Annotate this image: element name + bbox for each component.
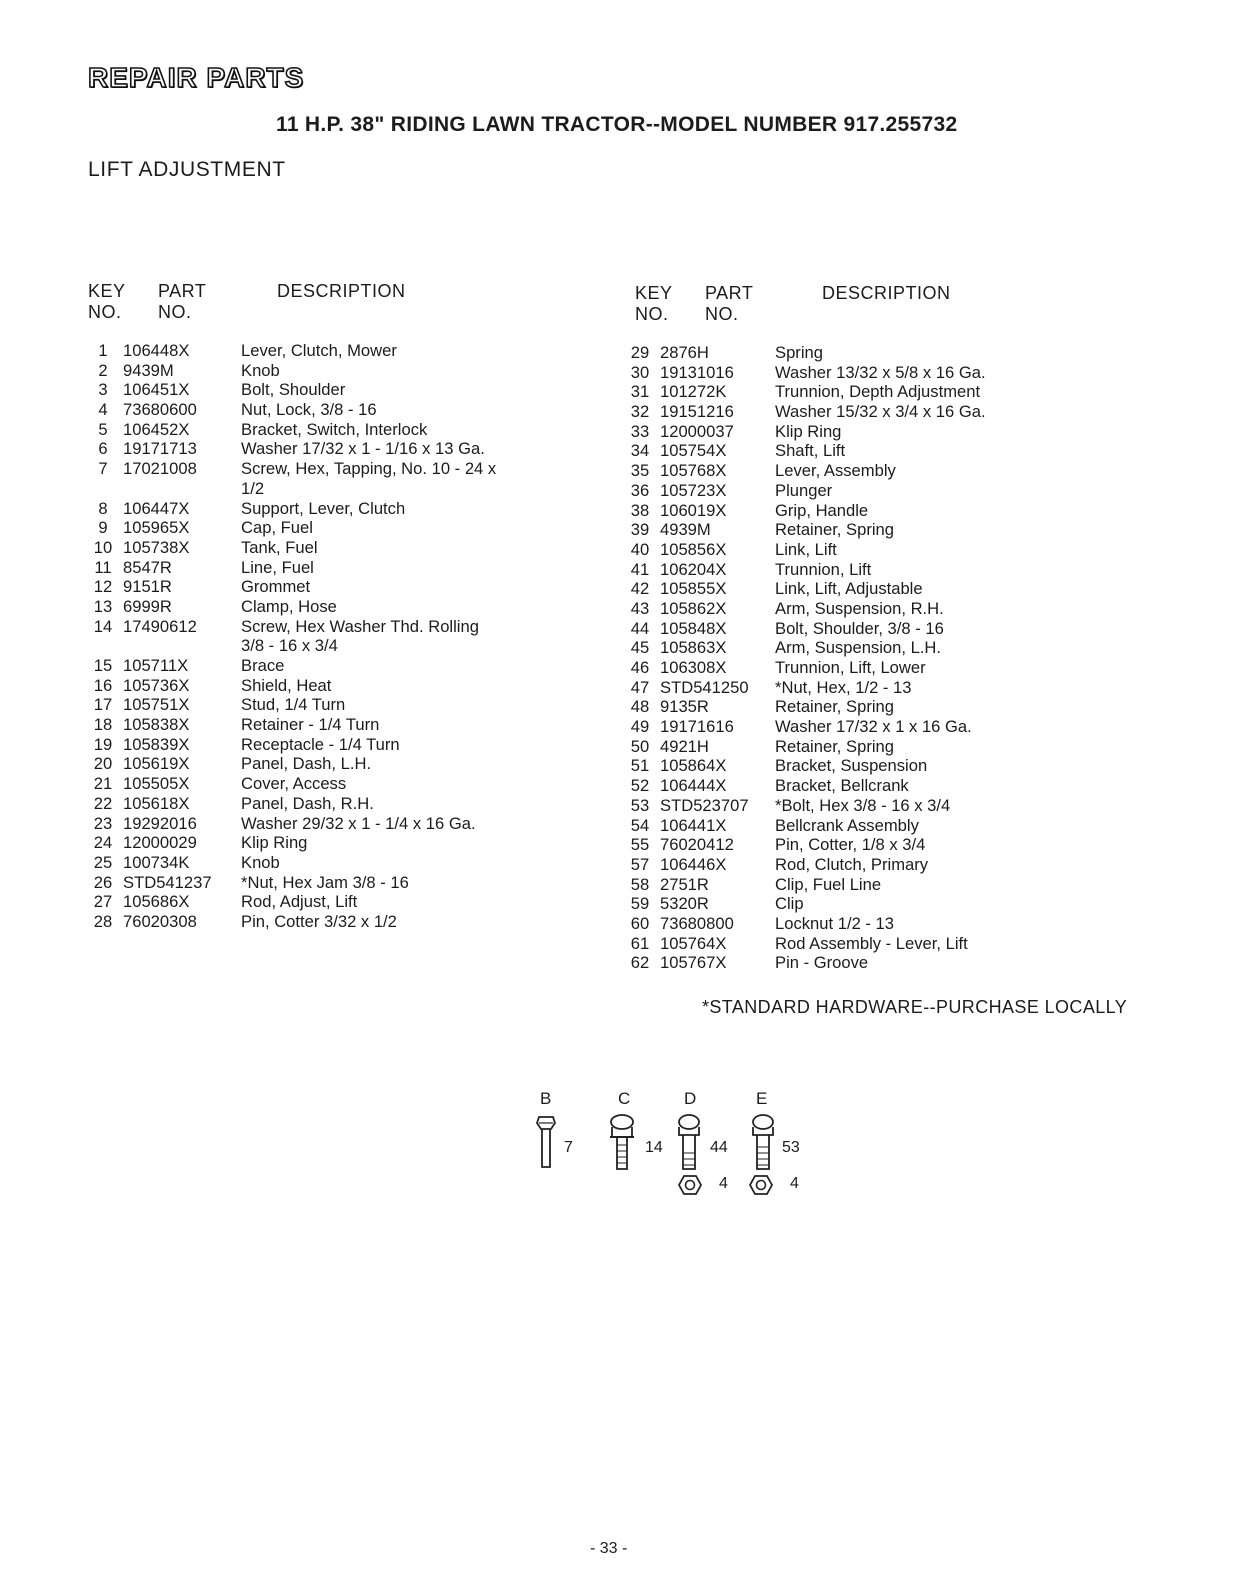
- part-row: [620, 756, 1095, 776]
- key-number: 32: [630, 402, 650, 422]
- right-part-header-bottom: NO.: [705, 304, 739, 324]
- model-line: 11 H.P. 38" RIDING LAWN TRACTOR--MODEL NUMBER 917.255732: [276, 113, 958, 136]
- part-description: Screw, Hex, Tapping, No. 10 - 24 x 1/2: [241, 459, 497, 498]
- part-number: 105505X: [123, 774, 190, 794]
- part-description: Bolt, Shoulder: [241, 380, 346, 400]
- part-description: Knob: [241, 360, 280, 380]
- part-description: Cap, Fuel: [241, 518, 313, 538]
- key-number: 57: [630, 854, 650, 874]
- part-description: Stud, 1/4 Turn: [241, 695, 346, 715]
- part-description: Rod, Adjust, Lift: [241, 892, 358, 912]
- key-number: 31: [630, 382, 650, 402]
- part-number: 105864X: [660, 756, 727, 776]
- part-description: Washer 13/32 x 5/8 x 16 Ga.: [775, 362, 986, 382]
- key-number: 12: [93, 577, 113, 597]
- part-row: [83, 459, 541, 498]
- part-row: [620, 658, 1095, 678]
- part-description: Nut, Lock, 3/8 - 16: [241, 400, 377, 420]
- part-row: [620, 382, 1095, 402]
- bolt-e-icon: [749, 1113, 777, 1171]
- part-description: Lever, Clutch, Mower: [241, 341, 397, 360]
- part-row: [620, 737, 1095, 757]
- key-number: 58: [630, 874, 650, 894]
- part-number: 105856X: [660, 539, 727, 559]
- part-number: 106444X: [660, 776, 727, 796]
- screw-b-icon: [533, 1113, 559, 1169]
- part-number: 105862X: [660, 598, 727, 618]
- part-number: 105764X: [660, 933, 727, 953]
- hardware-key-d: 44: [710, 1139, 728, 1156]
- part-row: [83, 656, 541, 676]
- part-row: [83, 400, 541, 420]
- part-row: [620, 638, 1095, 658]
- key-number: 55: [630, 835, 650, 855]
- part-description: Clip: [775, 894, 804, 914]
- key-number: 50: [630, 736, 650, 756]
- key-number: 14: [93, 616, 113, 636]
- part-row: [620, 343, 1095, 363]
- part-row: [83, 380, 541, 400]
- part-row: [620, 776, 1095, 796]
- part-description: Washer 17/32 x 1 x 16 Ga.: [775, 717, 972, 737]
- part-number: 19151216: [660, 402, 734, 422]
- part-number: 106308X: [660, 658, 727, 677]
- screw-c-icon: [607, 1113, 637, 1171]
- part-description: Rod Assembly - Lever, Lift: [775, 933, 968, 953]
- part-description: Brace: [241, 656, 285, 676]
- part-number: 9151R: [123, 577, 172, 597]
- key-number: 10: [93, 537, 113, 557]
- key-number: 7: [98, 459, 108, 479]
- part-number: 105738X: [123, 537, 190, 557]
- key-number: 28: [93, 911, 113, 931]
- right-parts-list: [620, 343, 1095, 973]
- key-number: 53: [630, 795, 650, 815]
- part-description: Retainer - 1/4 Turn: [241, 715, 380, 735]
- key-number: 49: [630, 717, 650, 737]
- left-part-header-top: PART: [158, 281, 207, 301]
- part-row: [620, 953, 1095, 973]
- part-row: [83, 892, 541, 912]
- part-number: 105723X: [660, 480, 727, 500]
- hardware-label-c: C: [618, 1089, 631, 1108]
- part-number: 73680600: [123, 400, 197, 420]
- key-number: 8: [98, 498, 108, 518]
- part-number: 105736X: [123, 675, 190, 695]
- part-description: Line, Fuel: [241, 557, 314, 577]
- key-number: 5: [98, 419, 108, 439]
- key-number: 51: [630, 756, 650, 776]
- part-row: [620, 914, 1095, 934]
- part-number: 105751X: [123, 695, 190, 715]
- part-description: Retainer, Spring: [775, 520, 894, 540]
- part-number: 17021008: [123, 459, 197, 479]
- part-row: [620, 599, 1095, 619]
- part-number: 105767X: [660, 953, 727, 973]
- part-number: 105711X: [123, 656, 189, 676]
- part-row: [83, 617, 541, 656]
- hardware-key-c: 14: [645, 1139, 663, 1156]
- part-row: [83, 538, 541, 558]
- part-description: Plunger: [775, 480, 833, 500]
- key-number: 33: [630, 421, 650, 441]
- part-row: [620, 816, 1095, 836]
- section-title: LIFT ADJUSTMENT: [88, 158, 286, 181]
- page-heading: REPAIR PARTS: [88, 62, 305, 93]
- part-number: 19292016: [123, 813, 197, 833]
- part-row: [620, 678, 1095, 698]
- hardware-nut-key-e: 4: [790, 1175, 799, 1192]
- part-description: Arm, Suspension, R.H.: [775, 598, 944, 618]
- part-number: 19131016: [660, 362, 734, 382]
- part-row: [620, 441, 1095, 461]
- key-number: 34: [630, 441, 650, 461]
- key-number: 45: [630, 638, 650, 658]
- standard-hardware-note: *STANDARD HARDWARE--PURCHASE LOCALLY: [702, 997, 1128, 1017]
- key-number: 16: [93, 675, 113, 695]
- part-number: 19171713: [123, 439, 197, 459]
- part-description: Support, Lever, Clutch: [241, 498, 406, 518]
- part-description: *Nut, Hex, 1/2 - 13: [775, 677, 912, 697]
- part-description: Lever, Assembly: [775, 461, 896, 481]
- key-number: 62: [630, 953, 650, 973]
- left-part-header: [158, 281, 206, 323]
- part-description: Bracket, Switch, Interlock: [241, 419, 428, 439]
- key-number: 40: [630, 539, 650, 559]
- key-number: 46: [630, 658, 650, 677]
- key-number: 38: [630, 500, 650, 520]
- part-row: [620, 796, 1095, 816]
- part-description: Grip, Handle: [775, 500, 869, 520]
- left-key-header-top: KEY: [88, 281, 126, 301]
- part-number: 19171616: [660, 717, 734, 737]
- part-row: [83, 774, 541, 794]
- left-parts-list: [83, 341, 541, 932]
- part-number: 105839X: [123, 734, 190, 754]
- key-number: 22: [93, 793, 113, 813]
- part-row: [620, 835, 1095, 855]
- part-description: Spring: [775, 343, 823, 362]
- key-number: 52: [630, 776, 650, 796]
- right-part-header-top: PART: [705, 283, 754, 303]
- part-row: [620, 461, 1095, 481]
- key-number: 35: [630, 461, 650, 481]
- part-row: [620, 520, 1095, 540]
- key-number: 19: [93, 734, 113, 754]
- key-number: 60: [630, 913, 650, 933]
- part-row: [620, 894, 1095, 914]
- right-key-header-bottom: NO.: [635, 304, 669, 324]
- nut-e-icon: [749, 1174, 773, 1196]
- part-number: STD541250: [660, 677, 749, 697]
- right-part-header: [705, 283, 753, 325]
- part-description: Link, Lift: [775, 539, 837, 559]
- key-number: 61: [630, 933, 650, 953]
- part-row: [83, 558, 541, 578]
- key-number: 29: [630, 343, 650, 362]
- part-number: 106451X: [123, 380, 190, 400]
- part-row: [83, 341, 541, 361]
- key-number: 18: [93, 715, 113, 735]
- bolt-d-icon: [675, 1113, 703, 1171]
- left-description-header: DESCRIPTION: [277, 281, 406, 301]
- part-description: Clip, Fuel Line: [775, 874, 882, 894]
- part-number: 105863X: [660, 638, 727, 658]
- part-number: 105965X: [123, 518, 190, 538]
- part-description: Arm, Suspension, L.H.: [775, 638, 942, 658]
- part-row: [620, 855, 1095, 875]
- part-description: Pin, Cotter 3/32 x 1/2: [241, 911, 397, 931]
- part-number: STD523707: [660, 795, 749, 815]
- hardware-label-d: D: [684, 1089, 697, 1108]
- key-number: 44: [630, 618, 650, 638]
- part-number: 106448X: [123, 341, 190, 360]
- hardware-nut-key-d: 4: [719, 1175, 728, 1192]
- part-description: Receptacle - 1/4 Turn: [241, 734, 400, 754]
- key-number: 26: [93, 872, 113, 892]
- key-number: 24: [93, 833, 113, 853]
- left-part-header-bottom: NO.: [158, 302, 192, 322]
- key-number: 11: [94, 557, 112, 577]
- part-number: 106452X: [123, 419, 190, 439]
- part-description: Klip Ring: [241, 833, 308, 853]
- part-description: Panel, Dash, L.H.: [241, 754, 372, 774]
- part-number: 105855X: [660, 579, 727, 599]
- key-number: 2: [98, 360, 108, 380]
- key-number: 25: [93, 852, 113, 872]
- part-description: Shield, Heat: [241, 675, 332, 695]
- part-number: 106441X: [660, 815, 727, 835]
- key-number: 59: [630, 894, 650, 914]
- part-description: Rod, Clutch, Primary: [775, 854, 929, 874]
- part-row: [83, 420, 541, 440]
- part-description: Trunnion, Depth Adjustment: [775, 382, 981, 402]
- key-number: 47: [630, 677, 650, 697]
- key-number: 48: [630, 697, 650, 717]
- key-number: 27: [93, 892, 113, 912]
- part-row: [83, 695, 541, 715]
- part-number: 105619X: [123, 754, 190, 774]
- part-description: Bolt, Shoulder, 3/8 - 16: [775, 618, 944, 638]
- key-number: 9: [98, 518, 108, 538]
- part-row: [83, 676, 541, 696]
- part-row: [620, 560, 1095, 580]
- part-row: [83, 853, 541, 873]
- part-number: 105768X: [660, 461, 727, 481]
- part-description: Pin - Groove: [775, 953, 869, 973]
- part-row: [83, 735, 541, 755]
- key-number: 43: [630, 598, 650, 618]
- right-key-header-top: KEY: [635, 283, 673, 303]
- part-number: 9439M: [123, 360, 174, 380]
- part-row: [620, 540, 1095, 560]
- part-number: 100734K: [123, 852, 190, 872]
- part-description: *Bolt, Hex 3/8 - 16 x 3/4: [775, 795, 951, 815]
- part-number: 8547R: [123, 557, 172, 577]
- part-number: 17490612: [123, 616, 197, 636]
- part-row: [83, 499, 541, 519]
- part-number: 106447X: [123, 498, 190, 518]
- part-description: *Nut, Hex Jam 3/8 - 16: [241, 872, 409, 892]
- right-description-header: DESCRIPTION: [822, 283, 951, 303]
- key-number: 21: [93, 774, 113, 794]
- part-number: 12000037: [660, 421, 734, 441]
- part-description: Retainer, Spring: [775, 736, 894, 756]
- part-description: Washer 15/32 x 3/4 x 16 Ga.: [775, 402, 986, 422]
- key-number: 54: [630, 815, 650, 835]
- part-description: Bracket, Suspension: [775, 756, 928, 776]
- part-row: [83, 873, 541, 893]
- hardware-key-e: 53: [782, 1139, 800, 1156]
- key-number: 41: [630, 559, 650, 579]
- part-description: Cover, Access: [241, 774, 347, 794]
- part-description: Panel, Dash, R.H.: [241, 793, 374, 813]
- part-number: STD541237: [123, 872, 212, 892]
- part-number: 2751R: [660, 874, 709, 894]
- part-description: Bracket, Bellcrank: [775, 776, 909, 796]
- key-number: 42: [630, 579, 650, 599]
- key-number: 36: [630, 480, 650, 500]
- part-row: [620, 934, 1095, 954]
- part-number: 6999R: [123, 596, 172, 616]
- part-description: Locknut 1/2 - 13: [775, 913, 895, 933]
- part-description: Washer 17/32 x 1 - 1/16 x 13 Ga.: [241, 439, 485, 459]
- part-row: [620, 619, 1095, 639]
- part-row: [620, 422, 1095, 442]
- part-description: Retainer, Spring: [775, 697, 894, 717]
- left-key-header-bottom: NO.: [88, 302, 122, 322]
- part-number: 76020412: [660, 835, 734, 855]
- part-row: [620, 875, 1095, 895]
- part-row: [620, 697, 1095, 717]
- page-number: - 33 -: [590, 1540, 628, 1557]
- part-number: 106446X: [660, 854, 727, 874]
- part-number: 73680800: [660, 913, 734, 933]
- part-row: [620, 363, 1095, 383]
- part-row: [83, 439, 541, 459]
- part-description: Trunnion, Lift: [775, 559, 872, 579]
- part-description: Tank, Fuel: [241, 537, 318, 557]
- part-number: 105618X: [123, 793, 190, 813]
- part-number: 4939M: [660, 520, 711, 540]
- part-row: [620, 501, 1095, 521]
- part-row: [620, 717, 1095, 737]
- left-key-header: [88, 281, 126, 323]
- right-key-header: [635, 283, 673, 325]
- hardware-key-b: 7: [564, 1139, 573, 1156]
- hardware-label-e: E: [756, 1089, 768, 1108]
- part-number: 101272K: [660, 382, 727, 402]
- part-row: [83, 833, 541, 853]
- part-row: [620, 402, 1095, 422]
- part-row: [83, 597, 541, 617]
- part-description: Washer 29/32 x 1 - 1/4 x 16 Ga.: [241, 813, 476, 833]
- key-number: 23: [93, 813, 113, 833]
- key-number: 4: [98, 400, 108, 420]
- part-row: [620, 579, 1095, 599]
- key-number: 13: [93, 596, 113, 616]
- hardware-label-b: B: [540, 1089, 552, 1108]
- part-row: [83, 794, 541, 814]
- key-number: 15: [93, 656, 113, 676]
- part-number: 9135R: [660, 697, 709, 717]
- part-description: Bellcrank Assembly: [775, 815, 919, 835]
- part-description: Trunnion, Lift, Lower: [775, 658, 926, 677]
- key-number: 39: [630, 520, 650, 540]
- part-number: 5320R: [660, 894, 709, 914]
- part-description: Klip Ring: [775, 421, 842, 441]
- key-number: 20: [93, 754, 113, 774]
- key-number: 1: [98, 341, 108, 360]
- part-row: [83, 518, 541, 538]
- key-number: 30: [630, 362, 650, 382]
- part-description: Shaft, Lift: [775, 441, 846, 461]
- part-row: [83, 912, 541, 932]
- part-row: [83, 577, 541, 597]
- part-description: Grommet: [241, 577, 311, 597]
- part-number: 105838X: [123, 715, 190, 735]
- part-number: 106204X: [660, 559, 727, 579]
- part-number: 4921H: [660, 736, 709, 756]
- part-number: 106019X: [660, 500, 727, 520]
- key-number: 3: [98, 380, 108, 400]
- part-description: Pin, Cotter, 1/8 x 3/4: [775, 835, 926, 855]
- part-description: Knob: [241, 852, 280, 872]
- part-number: 105686X: [123, 892, 190, 912]
- part-description: Screw, Hex Washer Thd. Rolling 3/8 - 16 x 3/4: [241, 616, 479, 656]
- part-row: [83, 814, 541, 834]
- key-number: 17: [93, 695, 113, 715]
- part-number: 2876H: [660, 343, 709, 362]
- part-number: 12000029: [123, 833, 197, 853]
- part-row: [620, 481, 1095, 501]
- key-number: 6: [98, 439, 108, 459]
- part-row: [83, 754, 541, 774]
- part-row: [83, 361, 541, 381]
- part-number: 76020308: [123, 911, 197, 931]
- part-row: [83, 715, 541, 735]
- part-description: Link, Lift, Adjustable: [775, 579, 923, 599]
- nut-d-icon: [678, 1174, 702, 1196]
- part-number: 105848X: [660, 618, 727, 638]
- part-number: 105754X: [660, 441, 727, 461]
- part-description: Clamp, Hose: [241, 596, 337, 616]
